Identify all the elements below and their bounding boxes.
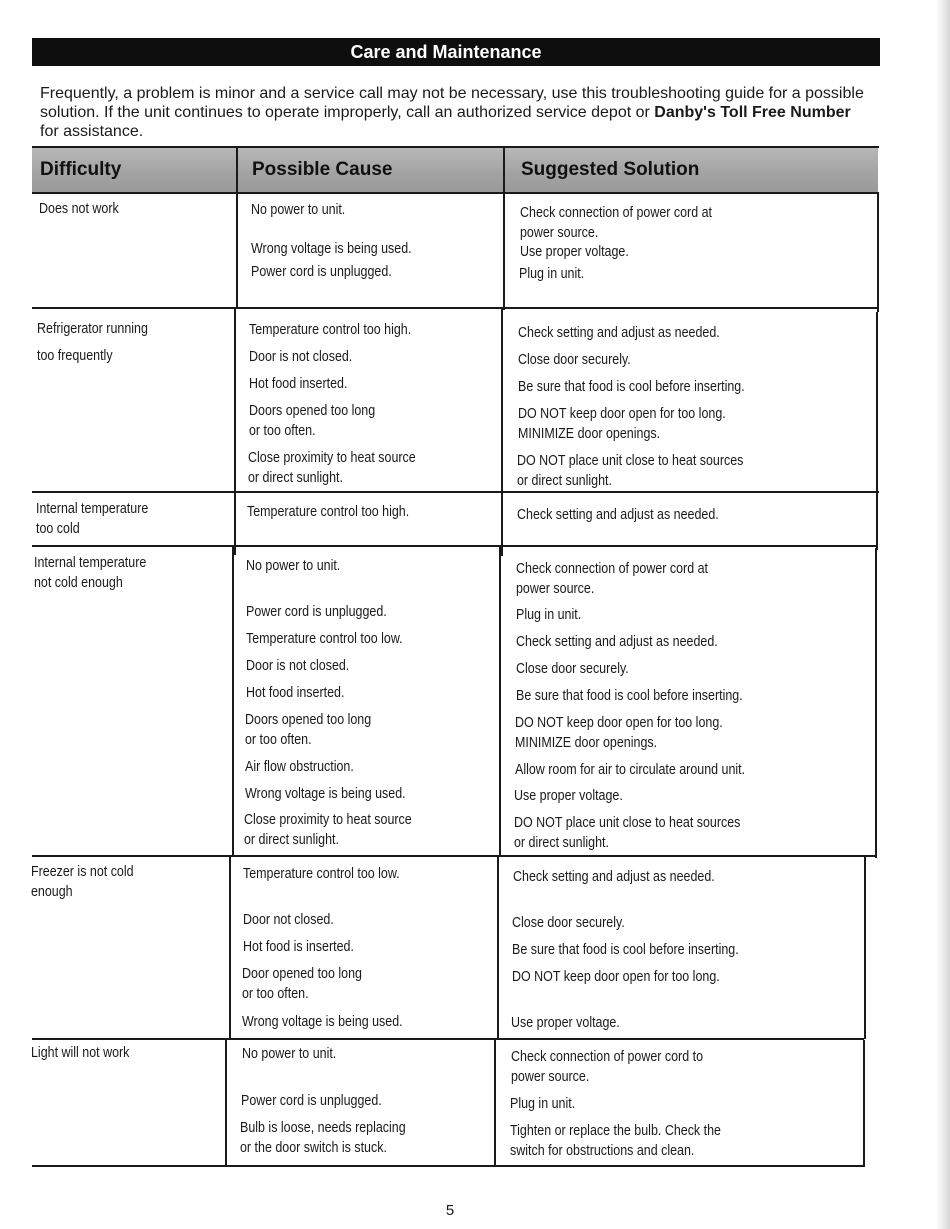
difficulty-cell: Refrigerator running [37, 321, 148, 337]
solution-cell: Check connection of power cord at power source. [516, 561, 709, 597]
solution-cell: Check setting and adjust as needed. [513, 869, 715, 885]
cause-cell: Hot food inserted. [246, 685, 345, 701]
row-divider [32, 1038, 864, 1040]
cause-cell: Close proximity to heat source or direct sunlight. [244, 812, 412, 848]
difficulty-cell: Internal temperature not cold enough [34, 555, 147, 591]
cause-cell: No power to unit. [242, 1046, 337, 1062]
cause-cell: Door not closed. [243, 912, 334, 928]
toll-free-label: Danby's Toll Free Number [654, 104, 851, 121]
solution-cell: DO NOT place unit close to heat sources or direct sunlight. [514, 815, 741, 851]
difficulty-cell: Does not work [39, 201, 119, 217]
cause-cell: No power to unit. [246, 558, 341, 574]
solution-cell: Be sure that food is cool before inserting. [512, 942, 739, 958]
solution-cell: Tighten or replace the bulb. Check the switch for obstructions and clean. [510, 1123, 721, 1159]
solution-cell: DO NOT place unit close to heat sources or direct sunlight. [517, 453, 744, 489]
cause-cell: Bulb is loose, needs replacing or the door switch is stuck. [240, 1120, 406, 1156]
intro-text: Frequently, a problem is minor and a service call may not be necessary, use this troubleshooting guide for a possible solution. If the unit continues to operate improperly, call an authorized service depot or [40, 85, 864, 121]
solution-cell: Close door securely. [512, 915, 625, 931]
column-divider [232, 546, 234, 856]
cause-cell: Wrong voltage is being used. [245, 786, 406, 802]
cause-cell: Temperature control too low. [246, 631, 403, 647]
column-divider [236, 146, 238, 308]
cause-cell: Temperature control too high. [249, 322, 412, 338]
solution-cell: Check connection of power cord at power source. [520, 205, 713, 241]
solution-cell: Close door securely. [516, 661, 629, 677]
table-right-border [875, 548, 877, 858]
difficulty-cell: too frequently [37, 348, 113, 364]
solution-cell: Use proper voltage. [520, 244, 629, 260]
cause-cell: Hot food inserted. [249, 376, 348, 392]
solution-cell: Check connection of power cord to power source. [511, 1049, 704, 1085]
row-divider [32, 855, 875, 857]
column-divider [503, 146, 505, 310]
cause-cell: Door is not closed. [246, 658, 350, 674]
row-divider [32, 545, 877, 547]
table-right-border [876, 312, 878, 550]
cause-cell: Air flow obstruction. [245, 759, 354, 775]
column-divider [225, 1039, 227, 1167]
cause-cell: Doors opened too long or too often. [249, 403, 376, 439]
table-right-border [863, 1040, 865, 1167]
column-divider [499, 546, 501, 856]
table-rule [32, 192, 879, 194]
solution-cell: Use proper voltage. [514, 788, 623, 804]
table-right-border [877, 192, 879, 312]
cause-cell: Power cord is unplugged. [246, 604, 387, 620]
table-right-border [864, 856, 866, 1039]
page-number: 5 [445, 1202, 455, 1219]
cause-cell: Doors opened too long or too often. [245, 712, 372, 748]
solution-cell: Check setting and adjust as needed. [516, 634, 718, 650]
cause-cell: Door is not closed. [249, 349, 353, 365]
column-divider [497, 856, 499, 1039]
cause-cell: Wrong voltage is being used. [242, 1014, 403, 1030]
table-rule [32, 146, 879, 148]
column-divider [494, 1039, 496, 1167]
section-title: Care and Maintenance [350, 41, 542, 62]
solution-cell: Plug in unit. [519, 266, 585, 282]
column-header-cause: Possible Cause [237, 147, 503, 192]
cause-cell: Power cord is unplugged. [241, 1093, 382, 1109]
table-bottom-rule [32, 1165, 864, 1167]
cause-cell: No power to unit. [251, 202, 346, 218]
cause-cell: Temperature control too low. [243, 866, 400, 882]
solution-cell: Be sure that food is cool before inserting. [516, 688, 743, 704]
solution-cell: Plug in unit. [516, 607, 582, 623]
difficulty-cell: Internal temperature too cold [36, 501, 149, 537]
solution-cell: Use proper voltage. [511, 1015, 620, 1031]
solution-cell: Plug in unit. [510, 1096, 576, 1112]
intro-text-end: for assistance. [40, 123, 144, 140]
column-divider [234, 308, 236, 555]
solution-cell: Check setting and adjust as needed. [518, 325, 720, 341]
cause-cell: Power cord is unplugged. [251, 264, 392, 280]
solution-cell: DO NOT keep door open for too long. [512, 969, 720, 985]
column-header-difficulty: Difficulty [32, 147, 236, 192]
row-divider [32, 491, 879, 493]
solution-cell: Close door securely. [518, 352, 631, 368]
cause-cell: Hot food is inserted. [243, 939, 354, 955]
difficulty-cell: Light will not work [31, 1045, 130, 1061]
column-divider [229, 856, 231, 1039]
row-divider [32, 307, 879, 309]
column-header-solution: Suggested Solution [504, 147, 878, 192]
cause-cell: Temperature control too high. [247, 504, 410, 520]
difficulty-cell: Freezer is not cold enough [31, 864, 134, 900]
cause-cell: Wrong voltage is being used. [251, 241, 412, 257]
cause-cell: Door opened too long or too often. [242, 966, 362, 1002]
solution-cell: Check setting and adjust as needed. [517, 507, 719, 523]
solution-cell: Be sure that food is cool before inserting. [518, 379, 745, 395]
cause-cell: Close proximity to heat source or direct sunlight. [248, 450, 416, 486]
column-divider [501, 308, 503, 556]
solution-cell: DO NOT keep door open for too long. MINIMIZE door openings. [518, 406, 726, 442]
solution-cell: DO NOT keep door open for too long. MINIMIZE door openings. [515, 715, 723, 751]
solution-cell: Allow room for air to circulate around unit. [515, 762, 746, 778]
